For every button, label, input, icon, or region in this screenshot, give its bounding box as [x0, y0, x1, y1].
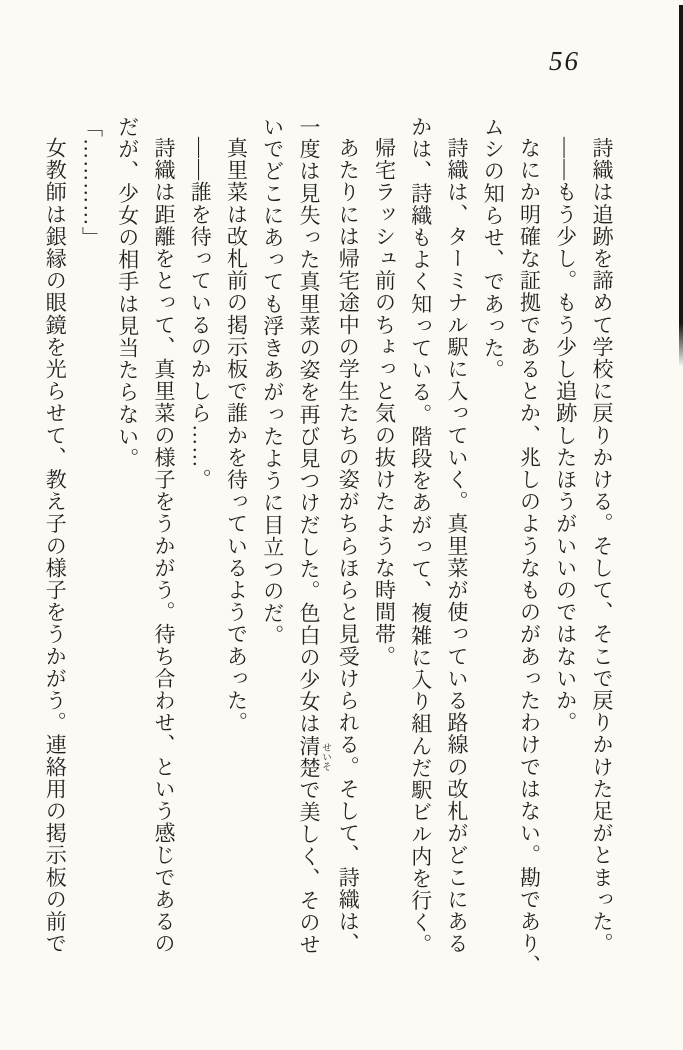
- text-line: 女教師は銀縁の眼鏡を光らせて、教え子の様子をうかがう。連絡用の掲示板の前で: [43, 137, 68, 955]
- scan-edge-artifact: [679, 5, 683, 367]
- text-line: ムシの知らせ、であった。: [481, 116, 506, 382]
- text-line: かは、詩織もよく知っている。階段をあがって、複雑に入り組んだ駅ビル内を行く。: [408, 116, 433, 956]
- text-line: 詩織は、ターミナル駅に入っていく。真里菜が使っている路線の改札がどこにある: [445, 137, 469, 955]
- page-text-columns: [40, 116, 620, 977]
- page-number: 56: [549, 46, 580, 76]
- text-line: 「…………」: [79, 116, 104, 249]
- text-line: 詩織は距離をとって、真里菜の様子をうかがう。待ち合わせ、という感じであるの: [152, 137, 176, 955]
- text-line: 真里菜は改札前の掲示板で誰かを待っているようであった。: [224, 137, 249, 734]
- text-line: いでどこにあっても浮きあがったように目立つのだ。: [260, 116, 285, 647]
- ruby-annotated-word: 清楚 せいそ: [297, 734, 330, 780]
- text-line: だが、少女の相手は見当たらない。: [115, 116, 140, 470]
- text-line: あたりには帰宅途中の学生たちの姿がちらほらと見受けられる。そして、詩織は、: [336, 137, 361, 955]
- text-line: ――誰を待っているのかしら……。: [188, 137, 213, 491]
- text-line: なにか明確な証拠であるとか、兆しのようなものがあったわけではない。勘であり、: [517, 137, 542, 977]
- text-line: 帰宅ラッシュ前のちょっと気の抜けたような時間帯。: [372, 137, 397, 668]
- text-line: 詩織は追跡を諦めて学校に戻りかける。そして、そこで戻りかけた足がとまった。: [590, 137, 614, 955]
- text-line: 一度は見失った真里菜の姿を再び見つけだした。色白の少女は清楚 せいそで美しく、そのせ: [297, 116, 330, 956]
- text-line: ――もう少し。もう少し追跡したほうがいいのではないか。: [553, 137, 578, 734]
